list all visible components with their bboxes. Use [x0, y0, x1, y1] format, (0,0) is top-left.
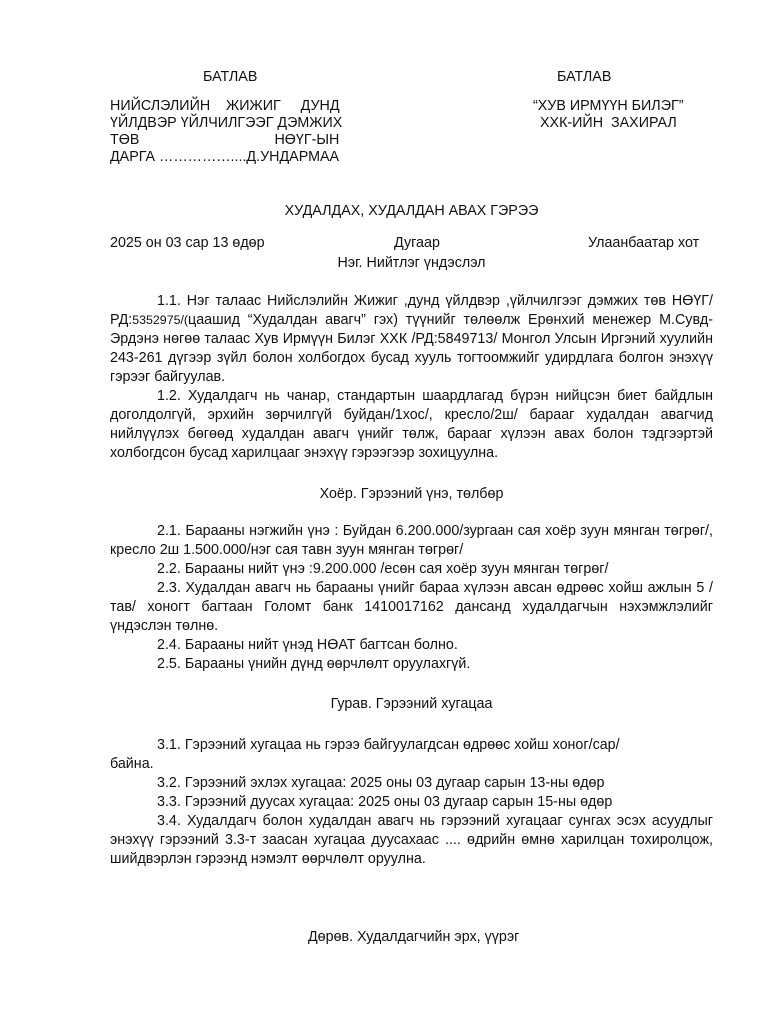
contract-number-label: Дугаар: [394, 235, 440, 251]
clause-3-4: 3.4. Худалдагч болон худалдан авагч нь гэрээний хугацааг сунгах эсэх асуудлыг энэхүү гэрээний 3.3-т заасан хугацаа дуусахаас .... өдрийн өмнө харилцан тохиролцож, шийдвэрлэн гэрээнд нэмэлт өөрчлөлт оруулна.: [110, 813, 713, 867]
section-3-title: Гурав. Гэрээний хугацаа: [330, 696, 493, 712]
section-4-title: Дөрөв. Худалдагчийн эрх, үүрэг: [308, 929, 520, 945]
clause-3-3: 3.3. Гэрээний дуусах хугацаа: 2025 оны 03 дугаар сарын 15-ны өдөр: [157, 794, 613, 810]
clause-2-2: 2.2. Барааны нийт үнэ :9.200.000 /есөн сая хоёр зуун мянган төгрөг/: [157, 561, 609, 577]
right-approver-line: ХХК-ИЙН ЗАХИРАЛ: [540, 115, 677, 131]
left-approver-line: ДАРГА ……………....Д.УНДАРМАА: [110, 149, 340, 165]
section-2-body: [110, 522, 713, 674]
right-approver-line: “ХУВ ИРМҮҮН БИЛЭГ”: [533, 98, 684, 114]
left-approver-line: ҮЙЛДВЭР ҮЙЛЧИЛГЭЭГ ДЭМЖИХ: [110, 115, 343, 131]
clause-2-3: 2.3. Худалдан авагч нь барааны үнийг бараа хүлээн авсан өдрөөс хойш ажлын 5 /тав/ хоногт багтаан Голомт банк 1410017162 дансанд худалдагчын нэхэмжлэлийг үндэслэн төлнө.: [110, 580, 713, 634]
clause-2-4: 2.4. Барааны нийт үнэд НӨАТ багтсан болно.: [157, 637, 458, 653]
left-approver-line: НИЙСЛЭЛИЙН ЖИЖИГ ДУНД: [110, 98, 340, 114]
clause-2-5: 2.5. Барааны үнийн дүнд өөрчлөлт оруулахгүй.: [157, 656, 471, 672]
left-approver-line: ТӨВ НӨҮГ-ЫН: [110, 132, 340, 148]
section-2-title: Хоёр. Гэрээний үнэ, төлбөр: [319, 486, 504, 502]
document-title: ХУДАЛДАХ, ХУДАЛДАН АВАХ ГЭРЭЭ: [284, 203, 539, 219]
left-approve-heading: БАТЛАВ: [203, 69, 258, 85]
clause-1-2: 1.2. Худалдагч нь чанар, стандартын шаардлагад бүрэн нийцсэн биет байдлын доголдолгүй, эрхийн зөрчилгүй буйдан/1хос/, кресло/2ш/ барааг худалдан авагчид нийлүүлэх бөгөөд худалдан авагч үнийг төлж, барааг хүлээн авах болон тэдгээртэй холбогдсон бусад харилцааг энэхүү гэрээгээр зохицуулна.: [110, 388, 713, 461]
contract-place: Улаанбаатар хот: [588, 235, 700, 251]
clause-3-2: 3.2. Гэрээний эхлэх хугацаа: 2025 оны 03 дугаар сарын 13-ны өдөр: [157, 775, 605, 791]
section-1-title: Нэг. Нийтлэг үндэслэл: [337, 255, 486, 271]
clause-2-1: 2.1. Барааны нэгжийн үнэ : Буйдан 6.200.000/зургаан сая хоёр зуун мянган төгрөг/, кресло 2ш 1.500.000/нэг сая тавн зуун мянган төгрөг/: [110, 523, 713, 558]
contract-date: 2025 он 03 сар 13 өдөр: [110, 235, 265, 251]
clause-1-1: 1.1. Нэг талаас Нийслэлийн Жижиг ,дунд үйлдвэр ,үйлчилгээг дэмжих төв НӨҮГ/РД:5352975/(цаашид “Худалдан авагч” гэх) түүнийг төлөөлж Ерөнхий менежер М.Сувд-Эрдэнэ нөгөө талаас Хув Ирмүүн Билэг ХХК /РД:5849713/ Монгол Улсын Иргэний хуулийн 243-261 дүгээр зүйл болон холбогдох бусад хууль тогтоомжийг удирдлага болгон энэхүү гэрээг байгуулав.: [110, 293, 713, 385]
right-approve-heading: БАТЛАВ: [557, 69, 612, 85]
section-3-body: [110, 736, 713, 869]
clause-3-1: 3.1. Гэрээний хугацаа нь гэрээ байгуулагдсан өдрөөс хойш хоног/сар/: [157, 737, 620, 753]
clause-3-1-continued: байна.: [110, 756, 154, 772]
section-1-body: [110, 292, 713, 463]
